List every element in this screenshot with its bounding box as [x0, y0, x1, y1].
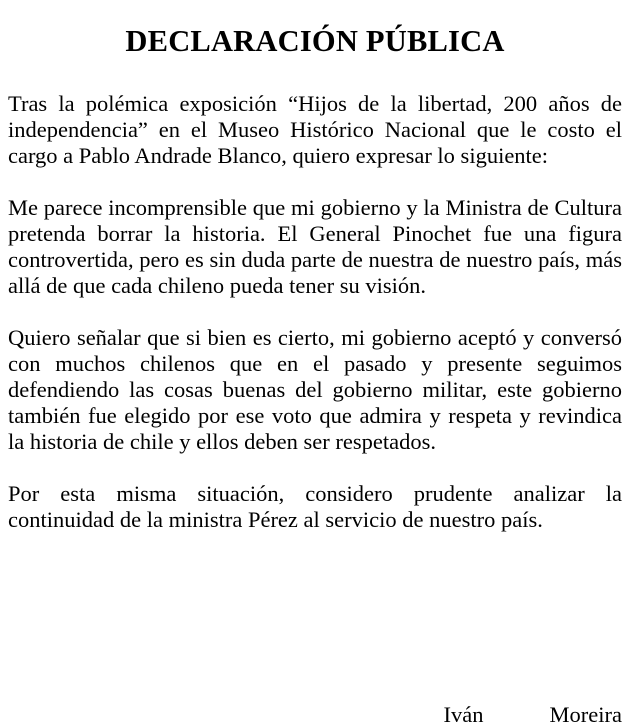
signature-last-name: Moreira: [549, 702, 622, 727]
declaration-document: [8, 0, 622, 727]
signature-first-name: Iván: [443, 702, 484, 727]
paragraph-government: Quiero señalar que si bien es cierto, mi gobierno aceptó y conversó con muchos chilenos que en el pasado y presente seguimos defendiendo las cosas buenas del gobierno militar, este gobierno también fue elegido por ese voto que admira y respeta y revindica la historia de chile y ellos deben ser respetados.: [8, 325, 622, 454]
signature: [8, 702, 622, 728]
document-title: DECLARACIÓN PÚBLICA: [125, 24, 505, 58]
paragraph-history: Me parece incomprensible que mi gobierno y la Ministra de Cultura pretenda borrar la historia. El General Pinochet fue una figura controvertida, pero es sin duda parte de nuestra de nuestro país, más allá de que cada chileno pueda tener su visión.: [8, 195, 622, 298]
paragraph-intro: Tras la polémica exposición “Hijos de la libertad, 200 años de independencia” en el Museo Histórico Nacional que le costo el cargo a Pablo Andrade Blanco, quiero expresar lo siguiente:: [8, 91, 622, 168]
paragraph-conclusion: Por esta misma situación, considero prudente analizar la continuidad de la ministra Pérez al servicio de nuestro país.: [8, 481, 622, 532]
